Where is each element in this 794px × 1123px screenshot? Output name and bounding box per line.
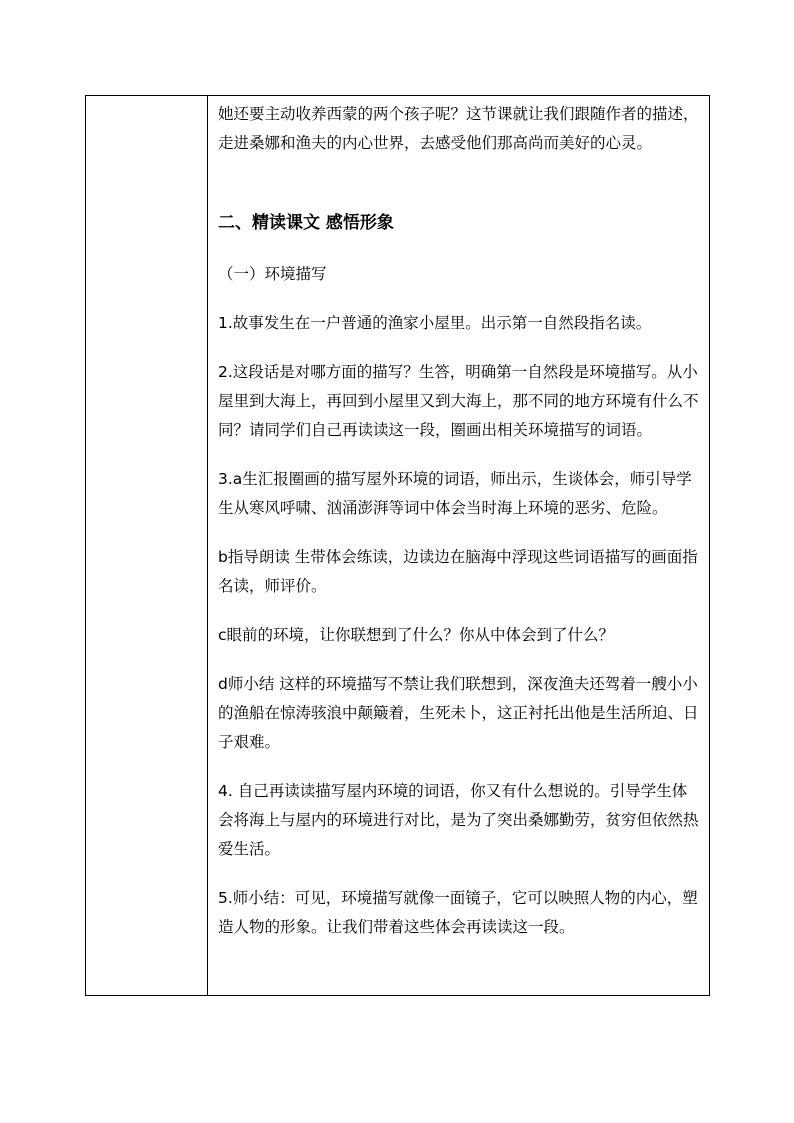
step-1-paragraph: 1.故事发生在一户普通的渔家小屋里。出示第一自然段指名读。 <box>218 314 652 332</box>
subsection-heading: （一）环境描写 <box>218 265 327 283</box>
step-3d-paragraph: d师小结 这样的环境描写不禁让我们联想到，深夜渔夫还驾着一艘小小的渔船在惊涛骇浪中颠簸着，生死未卜，这正衬托出他是生活所迫、日子艰难。 <box>218 675 699 751</box>
step-3b-paragraph: b指导朗读 生带体会练读，边读边在脑海中浮现这些词语描写的画面指名读，师评价。 <box>218 548 698 595</box>
section-heading: 二、精读课文 感悟形象 <box>218 213 394 233</box>
step-3a-paragraph: 3.a生汇报圈画的描写屋外环境的词语，师出示，生谈体会，师引导学生从寒风呼啸、汹涌澎湃等词中体会当时海上环境的恶劣、危险。 <box>218 470 692 517</box>
left-column-cell <box>86 96 208 996</box>
lesson-content <box>208 96 709 942</box>
step-5-paragraph: 5.师小结：可见，环境描写就像一面镜子，它可以映照人物的内心，塑造人物的形象。让我们带着这些体会再读读这一段。 <box>218 889 698 936</box>
step-2-paragraph: 2.这段话是对哪方面的描写？生答，明确第一自然段是环境描写。从小屋里到大海上，再回到小屋里又到大海上，那不同的地方环境有什么不同？请同学们自己再读读这一段，圈画出相关环境描写的词语。 <box>218 363 699 439</box>
intro-paragraph: 她还要主动收养西蒙的两个孩子呢？这节课就让我们跟随作者的描述，走进桑娜和渔夫的内心世界，去感受他们那高尚而美好的心灵。 <box>218 105 699 152</box>
lesson-plan-table <box>85 95 710 996</box>
step-4-paragraph: 4. 自己再读读描写屋内环境的词语，你又有什么想说的。引导学生体会将海上与屋内的环境进行对比，是为了突出桑娜勤劳，贫穷但依然热爱生活。 <box>218 782 699 858</box>
content-cell <box>208 96 710 996</box>
step-3c-paragraph: c眼前的环境，让你联想到了什么？你从中体会到了什么？ <box>218 626 615 644</box>
table-row <box>86 96 710 996</box>
